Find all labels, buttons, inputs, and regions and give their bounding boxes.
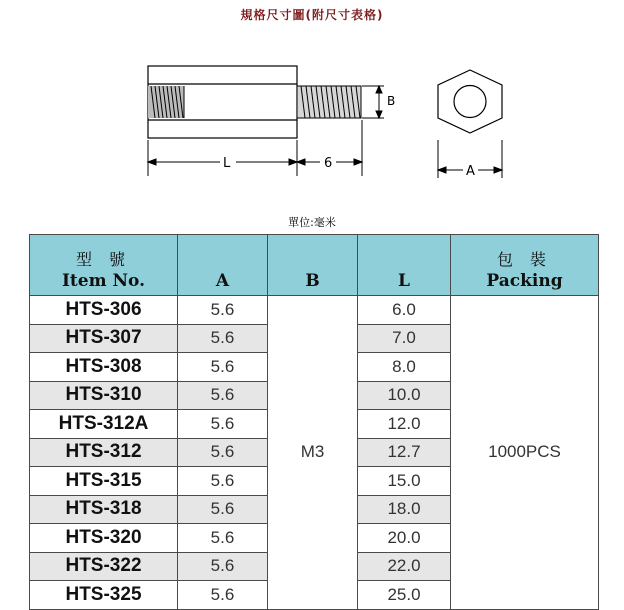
packing-merged-cell: 1000PCS [451, 296, 599, 610]
model-cell: HTS-325 [30, 581, 178, 610]
l-cell: 12.0 [358, 410, 451, 439]
l-cell: 18.0 [358, 495, 451, 524]
a-cell: 5.6 [178, 324, 268, 353]
a-cell: 5.6 [178, 438, 268, 467]
a-cell: 5.6 [178, 524, 268, 553]
model-cell: HTS-318 [30, 495, 178, 524]
l-cell: 6.0 [358, 296, 451, 325]
page-title: 規格尺寸圖(附尺寸表格) [240, 8, 384, 22]
table-row [30, 296, 599, 325]
table-header-row [30, 235, 599, 296]
hex-end-view [438, 70, 502, 133]
model-cell: HTS-307 [30, 324, 178, 353]
dimension-b [362, 86, 384, 118]
l-cell: 20.0 [358, 524, 451, 553]
l-cell: 10.0 [358, 381, 451, 410]
dim-6-label: 6 [324, 156, 333, 171]
a-cell: 5.6 [178, 495, 268, 524]
dim-l-label: L [223, 156, 231, 171]
l-cell: 8.0 [358, 353, 451, 382]
spec-table [29, 234, 599, 610]
header-a: A [178, 235, 268, 296]
internal-thread [148, 86, 184, 118]
b-merged-cell: M3 [268, 296, 358, 610]
l-cell: 22.0 [358, 552, 451, 581]
a-cell: 5.6 [178, 353, 268, 382]
dim-a-label: A [466, 164, 475, 179]
model-cell: HTS-310 [30, 381, 178, 410]
model-cell: HTS-312 [30, 438, 178, 467]
header-model: 型 號 Item No. [30, 235, 178, 296]
external-thread [297, 86, 361, 118]
model-cell: HTS-315 [30, 467, 178, 496]
model-cell: HTS-322 [30, 552, 178, 581]
model-cell: HTS-312A [30, 410, 178, 439]
model-cell: HTS-308 [30, 353, 178, 382]
l-cell: 15.0 [358, 467, 451, 496]
a-cell: 5.6 [178, 296, 268, 325]
a-cell: 5.6 [178, 410, 268, 439]
a-cell: 5.6 [178, 381, 268, 410]
a-cell: 5.6 [178, 552, 268, 581]
header-l: L [358, 235, 451, 296]
a-cell: 5.6 [178, 581, 268, 610]
model-cell: HTS-320 [30, 524, 178, 553]
l-cell: 12.7 [358, 438, 451, 467]
dim-b-label: B [387, 94, 396, 108]
l-cell: 25.0 [358, 581, 451, 610]
model-cell: HTS-306 [30, 296, 178, 325]
a-cell: 5.6 [178, 467, 268, 496]
header-packing: 包 裝 Packing [451, 235, 599, 296]
header-b: B [268, 235, 358, 296]
l-cell: 7.0 [358, 324, 451, 353]
unit-label: 單位:毫米 [288, 216, 336, 229]
spacer-dimension-drawing [0, 0, 624, 210]
